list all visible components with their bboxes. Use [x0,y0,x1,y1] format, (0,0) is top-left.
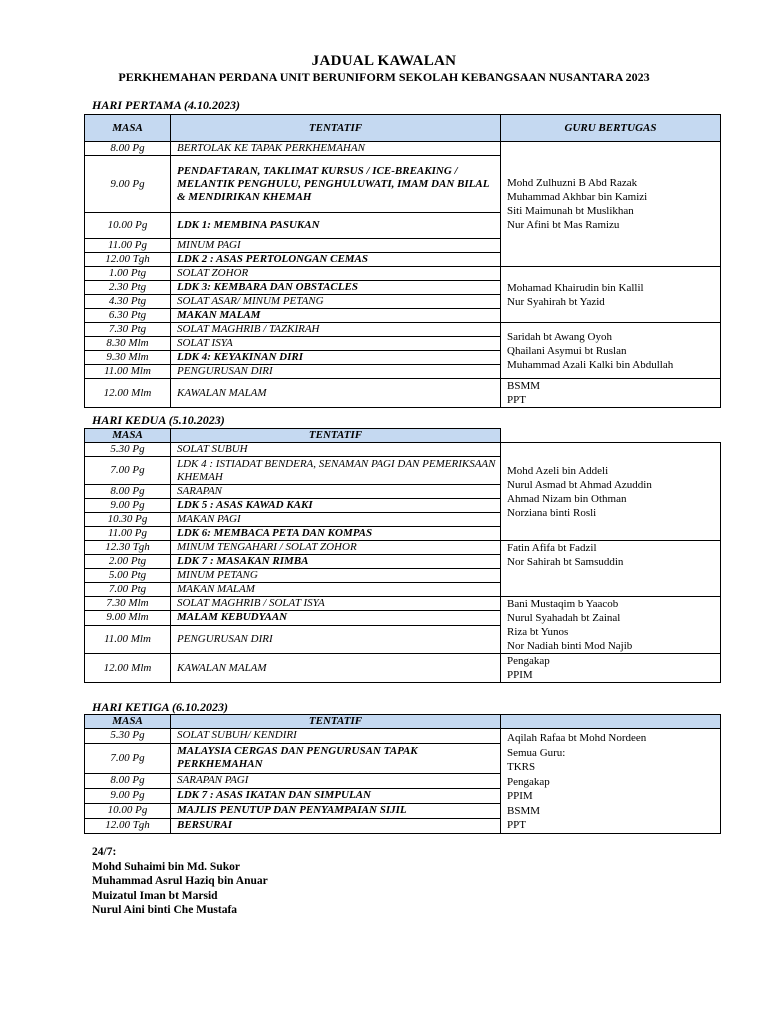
activity-cell: PENDAFTARAN, TAKLIMAT KURSUS / ICE-BREAKING / MELANTIK PENGHULU, PENGHULUWATI, IMAM DAN BILAL & MENDIRIKAN KHEMAH [171,156,501,213]
activity-cell: MALAYSIA CERGAS DAN PENGURUSAN TAPAK PERKHEMAHAN [171,743,501,773]
guru-name: Aqilah Rafaa bt Mohd Nordeen [507,732,647,744]
header-masa: MASA [85,715,171,729]
time-cell: 6.30 Ptg [85,309,171,323]
guru-name: Nor Sahirah bt Samsuddin [507,556,624,568]
document-title: JADUAL KAWALAN [311,53,457,69]
time-cell: 9.00 Pg [85,156,171,213]
guru-name: PPT [507,394,526,406]
guru-cell [501,597,721,654]
activity-cell: BERTOLAK KE TAPAK PERKHEMAHAN [171,142,501,156]
notes-block [92,845,268,918]
time-cell: 8.00 Pg [85,773,171,788]
activity-cell: MINUM PAGI [171,239,501,253]
guru-cell [501,267,721,323]
guru-name: Nor Nadiah binti Mod Najib [507,640,633,652]
activity-cell: SOLAT SUBUH [171,443,501,457]
time-cell: 8.00 Pg [85,485,171,499]
activity-cell: LDK 4: KEYAKINAN DIRI [171,351,501,365]
activity-cell: SARAPAN PAGI [171,773,501,788]
guru-name: Mohamad Khairudin bin Kallil [507,281,644,294]
header-masa: MASA [85,115,171,142]
activity-cell: PENGURUSAN DIRI [171,365,501,379]
schedule-table-day-2 [84,428,721,683]
time-cell: 12.00 Tgh [85,253,171,267]
header-tentatif: TENTATIF [171,429,501,443]
guru-cell [501,654,721,683]
guru-name: PPIM [507,790,533,802]
notes-name: Nurul Aini binti Che Mustafa [92,904,238,916]
time-cell: 1.00 Ptg [85,267,171,281]
guru-name: Muhammad Akhbar bin Kamizi [507,191,648,203]
time-cell: 2.00 Ptg [85,555,171,569]
time-cell: 12.30 Tgh [85,541,171,555]
time-cell: 8.30 Mlm [85,337,171,351]
time-cell: 7.30 Ptg [85,323,171,337]
activity-cell: MINUM TENGAHARI / SOLAT ZOHOR [171,541,501,555]
time-cell: 7.30 Mlm [85,597,171,611]
header-masa: MASA [85,429,171,443]
activity-cell: MALAM KEBUDYAAN [171,611,501,625]
time-cell: 8.00 Pg [85,142,171,156]
time-cell: 12.00 Mlm [85,654,171,683]
time-cell: 9.00 Mlm [85,611,171,625]
activity-cell: MAJLIS PENUTUP DAN PENYAMPAIAN SIJIL [171,803,501,818]
activity-cell: SOLAT MAGHRIB / SOLAT ISYA [171,597,501,611]
guru-name: TKRS [507,761,536,773]
activity-cell: LDK 4 : ISTIADAT BENDERA, SENAMAN PAGI DAN PEMERIKSAAN KHEMAH [171,457,501,485]
guru-name: Ahmad Nizam bin Othman [507,492,627,505]
guru-name: Nurul Syahadah bt Zainal [507,612,621,624]
day-label-1: HARI PERTAMA (4.10.2023) [92,98,241,112]
time-cell: 7.00 Pg [85,743,171,773]
guru-name: Norziana binti Rosli [507,506,597,519]
time-cell: 10.30 Pg [85,513,171,527]
notes-name: Muhammad Asrul Haziq bin Anuar [92,875,268,887]
guru-name: Semua Guru: [507,746,566,759]
guru-name: Riza bt Yunos [507,626,569,638]
day-label-3: HARI KETIGA (6.10.2023) [92,700,229,714]
guru-name: PPT [507,819,526,831]
time-cell: 5.30 Pg [85,443,171,457]
time-cell: 11.00 Pg [85,239,171,253]
time-cell: 11.00 Pg [85,527,171,541]
guru-name: Nurul Asmad bt Ahmad Azuddin [507,478,652,491]
activity-cell: KAWALAN MALAM [171,379,501,408]
guru-name: Siti Maimunah bt Muslikhan [507,205,634,217]
activity-cell: MINUM PETANG [171,569,501,583]
guru-cell [501,541,721,597]
time-cell: 9.00 Pg [85,788,171,803]
time-cell: 11.00 Mlm [85,365,171,379]
guru-cell [501,379,721,408]
activity-cell: LDK 5 : ASAS KAWAD KAKI [171,499,501,513]
guru-name: Mohd Azeli bin Addeli [507,464,609,477]
guru-name: Saridah bt Awang Oyoh [507,330,613,343]
guru-name: Pengakap [507,655,550,667]
notes-heading: 24/7: [92,846,117,858]
time-cell: 12.00 Tgh [85,818,171,833]
time-cell: 11.00 Mlm [85,625,171,654]
activity-cell: SOLAT ZOHOR [171,267,501,281]
activity-cell: MAKAN MALAM [171,583,501,597]
guru-cell [501,443,721,541]
activity-cell: SARAPAN [171,485,501,499]
guru-name: Muhammad Azali Kalki bin Abdullah [507,358,674,371]
time-cell: 12.00 Mlm [85,379,171,408]
guru-name: Pengakap [507,775,550,788]
time-cell: 2.30 Ptg [85,281,171,295]
time-cell: 5.00 Ptg [85,569,171,583]
guru-name: Nur Syahirah bt Yazid [507,295,605,308]
activity-cell: LDK 7 : MASAKAN RIMBA [171,555,501,569]
activity-cell: PENGURUSAN DIRI [171,625,501,654]
activity-cell: LDK 6: MEMBACA PETA DAN KOMPAS [171,527,501,541]
time-cell: 10.00 Pg [85,803,171,818]
activity-cell: LDK 1: MEMBINA PASUKAN [171,213,501,239]
header-tentatif: TENTATIF [171,715,501,729]
guru-name: Nur Afini bt Mas Ramizu [507,219,620,231]
activity-cell: LDK 7 : ASAS IKATAN DAN SIMPULAN [171,788,501,803]
guru-name: BSMM [507,380,541,392]
activity-cell: SOLAT SUBUH/ KENDIRI [171,729,501,744]
guru-cell [501,142,721,267]
guru-name: Fatin Afifa bt Fadzil [507,542,597,554]
time-cell: 5.30 Pg [85,729,171,744]
notes-name: Muizatul Iman bt Marsid [92,889,218,902]
guru-name: Bani Mustaqim b Yaacob [507,598,619,610]
notes-name: Mohd Suhaimi bin Md. Sukor [92,860,240,873]
time-cell: 7.00 Pg [85,457,171,485]
activity-cell: MAKAN MALAM [171,309,501,323]
activity-cell: LDK 2 : ASAS PERTOLONGAN CEMAS [171,253,501,267]
schedule-table-day-1 [84,114,721,408]
activity-cell: SOLAT ISYA [171,337,501,351]
guru-name: BSMM [507,804,541,817]
header-blank [501,429,721,443]
activity-cell: BERSURAI [171,818,501,833]
time-cell: 9.00 Pg [85,499,171,513]
time-cell: 4.30 Ptg [85,295,171,309]
activity-cell: KAWALAN MALAM [171,654,501,683]
header-blank [501,715,721,729]
guru-cell [501,323,721,379]
schedule-table-day-3 [84,714,721,834]
activity-cell: MAKAN PAGI [171,513,501,527]
day-label-2: HARI KEDUA (5.10.2023) [92,413,225,427]
header-tentatif: TENTATIF [171,115,501,142]
document-subtitle: PERKHEMAHAN PERDANA UNIT BERUNIFORM SEKOLAH KEBANGSAAN NUSANTARA 2023 [118,70,650,84]
guru-name: Qhailani Asymui bt Ruslan [507,344,627,357]
activity-cell: SOLAT ASAR/ MINUM PETANG [171,295,501,309]
time-cell: 9.30 Mlm [85,351,171,365]
time-cell: 7.00 Ptg [85,583,171,597]
header-guru: GURU BERTUGAS [501,115,721,142]
activity-cell: LDK 3: KEMBARA DAN OBSTACLES [171,281,501,295]
guru-name: Mohd Zulhuzni B Abd Razak [507,177,638,189]
time-cell: 10.00 Pg [85,213,171,239]
guru-cell [501,729,721,834]
guru-name: PPIM [507,669,533,681]
activity-cell: SOLAT MAGHRIB / TAZKIRAH [171,323,501,337]
